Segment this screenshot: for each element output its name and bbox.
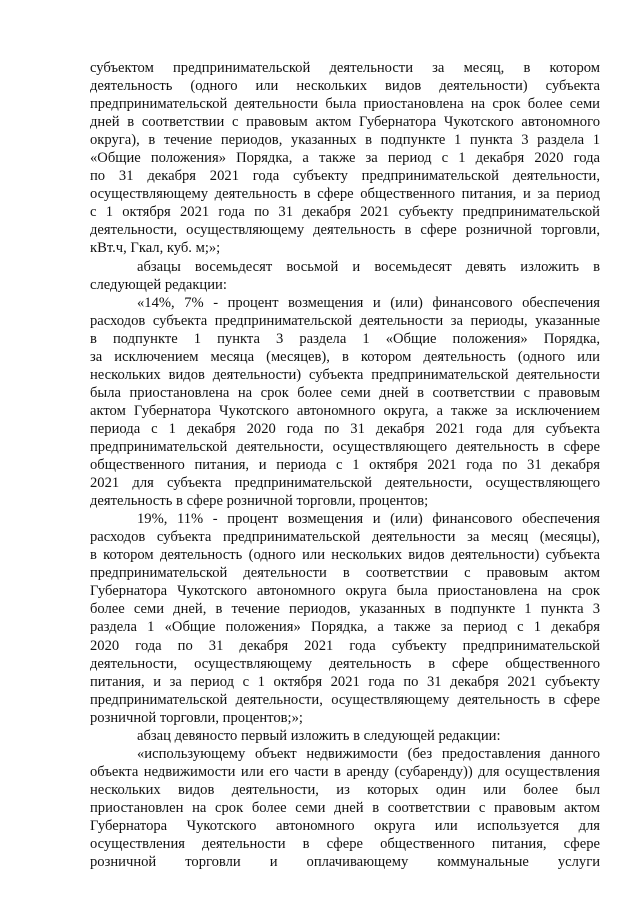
text-line: осуществляющему деятельность в сфере общественного питания, и за период (90, 186, 600, 203)
text-line: следующей редакции: (90, 276, 227, 293)
text-line: 2021 для субъекта предпринимательской деятельности, осуществляющего (90, 475, 600, 492)
text-line: округа), в течение периодов, указанных в подпункте 1 пункта 3 раздела 1 (90, 132, 600, 149)
text-line: розничной торговли и оплачивающему коммунальные услуги (90, 854, 600, 871)
text-line: «использующему объект недвижимости (без предоставления данного (137, 745, 600, 762)
text-line: дней в соответствии с правовым актом Губернатора Чукотского автономного (90, 114, 600, 131)
text-line: предпринимательской деятельности, осуществляющему деятельность в сфере (90, 691, 600, 708)
text-line: питания, и за период с 1 октября 2021 года по 31 декабря 2021 субъекту (90, 673, 600, 690)
text-line: более семи дней, в течение периодов, указанных в подпункте 1 пункта 3 (90, 601, 600, 618)
text-line: в подпункте 1 пункта 3 раздела 1 «Общие положения» Порядка, (90, 330, 600, 347)
text-line: предпринимательской деятельности была приостановлена на срок более семи (90, 96, 600, 113)
text-line: осуществления деятельности в сфере общественного питания, сфере (90, 836, 600, 853)
text-line: деятельности, осуществляющему деятельность в сфере розничной торговли, (90, 222, 600, 239)
text-line: нескольких видов деятельности, из которых один или более был (90, 781, 600, 798)
text-line: предпринимательской деятельности в соответствии с правовым актом (90, 565, 600, 582)
text-line: актом Губернатора Чукотского автономного округа, а также за исключением (90, 402, 600, 419)
text-line: абзацы восемьдесят восьмой и восемьдесят девять изложить в (137, 258, 600, 275)
text-line: деятельность в сфере розничной торговли, процентов; (90, 493, 429, 510)
text-line: общественного питания, и периода с 1 октября 2021 года по 31 декабря (90, 457, 600, 474)
text-line: с 1 октября 2021 года по 31 декабря 2021 субъекту предпринимательской (90, 204, 600, 221)
text-line: Губернатора Чукотского автономного округа или используется для (90, 817, 600, 834)
text-line: абзац девяносто первый изложить в следующей редакции: (137, 727, 501, 744)
text-line: Губернатора Чукотского автономного округа была приостановлена на срок (90, 583, 600, 600)
text-line: 2020 года по 31 декабря 2021 года субъекту предпринимательской (90, 637, 600, 654)
text-line: за исключением месяца (месяцев), в котором деятельность (одного или (90, 348, 600, 365)
text-line: предпринимательской деятельности, осуществляющего деятельность в сфере (90, 438, 600, 455)
text-line: была приостановлена на срок более семи дней в соответствии с правовым (90, 384, 600, 401)
text-line: 19%, 11% - процент возмещения и (или) финансового обеспечения (137, 511, 600, 528)
text-line: субъектом предпринимательской деятельности за месяц, в котором (90, 60, 600, 76)
document-body (90, 59, 600, 871)
text-line: периода с 1 декабря 2020 года по 31 декабря 2021 года для субъекта (90, 420, 600, 437)
text-line: приостановлен на срок более семи дней в соответствии с правовым актом (90, 799, 600, 816)
text-line: объекта недвижимости или его части в аренду (субаренду)) для осуществления (90, 763, 600, 780)
text-line: «Общие положения» Порядка, а также за период с 1 декабря 2020 года (90, 150, 600, 167)
text-line: расходов субъекта предпринимательской деятельности за месяц (месяцы), (90, 529, 600, 546)
text-line: по 31 декабря 2021 года субъекту предпринимательской деятельности, (90, 168, 600, 185)
text-line: «14%, 7% - процент возмещения и (или) финансового обеспечения (137, 294, 600, 311)
text-line: нескольких видов деятельности) субъекта предпринимательской деятельности (90, 366, 600, 383)
text-line: в котором деятельность (одного или нескольких видов деятельности) субъекта (90, 547, 600, 564)
text-line: кВт.ч, Гкал, куб. м;»; (90, 240, 221, 257)
text-line: розничной торговли, процентов;»; (90, 709, 303, 726)
text-line: расходов субъекта предпринимательской деятельности за периоды, указанные (90, 312, 600, 329)
text-line: деятельности, осуществляющему деятельность в сфере общественного (90, 655, 600, 672)
text-line: раздела 1 «Общие положения» Порядка, а также за период с 1 декабря (90, 619, 600, 636)
text-line: деятельность (одного или нескольких видов деятельности) субъекта (90, 78, 600, 95)
